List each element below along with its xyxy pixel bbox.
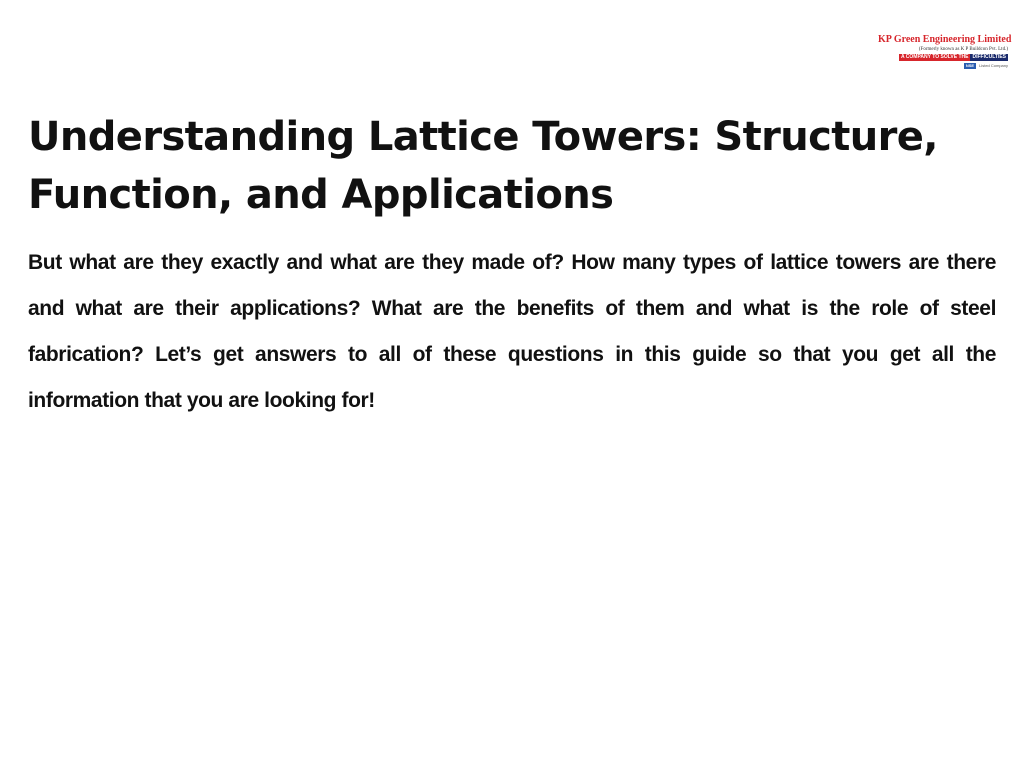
logo-tagline	[878, 54, 1008, 61]
logo-tagline-part2: DIFFICULTIES	[972, 54, 1006, 60]
logo-tagline-part1: A COMPANY TO SOLVE THE	[900, 54, 969, 60]
company-logo	[878, 34, 1012, 69]
logo-listed-mark: NSE	[965, 63, 975, 68]
logo-listed-text: Listed Company	[979, 63, 1008, 68]
slide-body-text: But what are they exactly and what are they made of? How many types of lattice towers are there and what are their applications? What are the benefits of them and what is the role of steel fabrication? Let’s get answers to all of these questions in this guide so that you get all the information that you are looking for!	[28, 251, 996, 412]
logo-formerly-text: (Formerly known as K P Buildcon Pvt. Ltd.)	[918, 47, 1008, 52]
slide-title: Understanding Lattice Towers: Structure, Function, and Applications	[28, 114, 938, 218]
logo-listed	[878, 63, 1008, 69]
logo-company-name: KP Green Engineering Limited	[878, 34, 1012, 45]
